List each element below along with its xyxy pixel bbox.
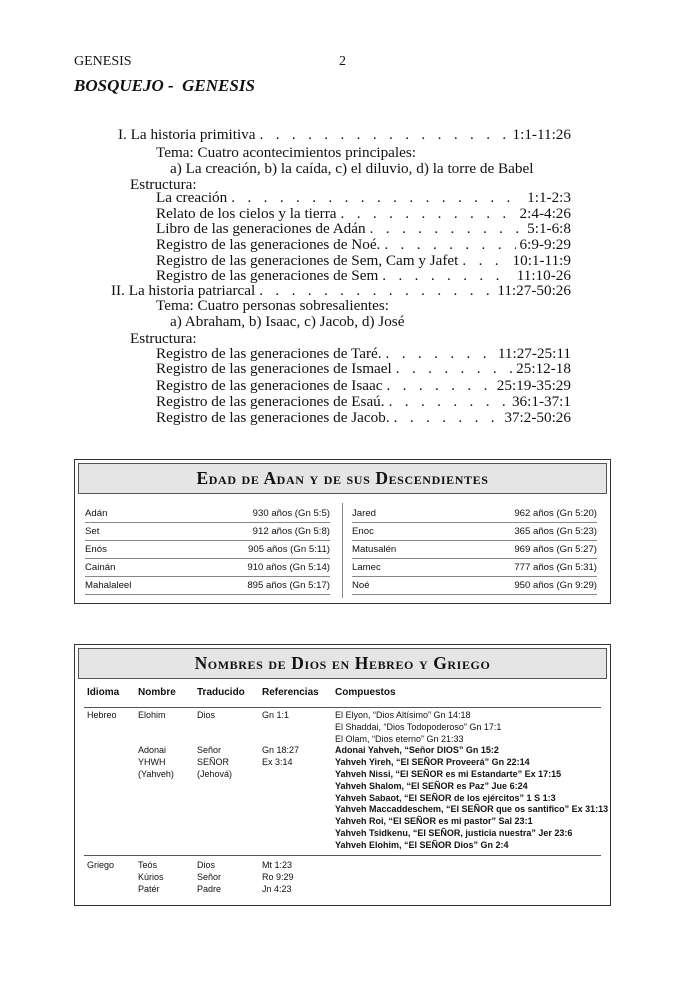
age-name: Enoc: [352, 526, 374, 537]
dot-leader: [384, 236, 515, 253]
dot-leader: [231, 189, 523, 206]
running-header-book: GENESIS: [74, 54, 132, 69]
age-value: 969 años (Gn 5:27): [514, 544, 597, 555]
outline-entry-label: Registro de las generaciones de Esaú.: [156, 393, 385, 410]
outline-entry-label: Registro de las generaciones de Ismael: [156, 360, 392, 377]
names-nombre: Kúrios: [138, 871, 164, 882]
outline-entry-reference: 1:1-11:26: [512, 126, 571, 143]
age-value: 895 años (Gn 5:17): [247, 580, 330, 591]
outline-text: Estructura:: [130, 330, 197, 347]
names-referencias: Jn 4:23: [262, 883, 292, 894]
names-compuesto: Yahveh Yireh, “El SEÑOR Proveerá” Gn 22:14: [335, 757, 530, 768]
age-name: Cainán: [85, 562, 116, 573]
outline-entry-label: Registro de las generaciones de Isaac: [156, 377, 383, 394]
names-traducido: SEÑOR: [197, 757, 230, 768]
outline-entry-reference: 11:27-25:11: [497, 345, 571, 362]
names-box-title: Nombres de Dios en Hebreo y Griego: [78, 648, 607, 679]
names-compuesto: Yahveh Tsidkenu, “El SEÑOR, justicia nuestra” Jer 23:6: [335, 828, 573, 838]
page-title: BOSQUEJO - GENESIS: [74, 76, 255, 95]
names-nombre: (Yahveh): [138, 769, 174, 779]
names-traducido: Señor: [197, 745, 222, 756]
outline-entry-label: Registro de las generaciones de Jacob.: [156, 409, 390, 426]
names-traducido: Padre: [197, 883, 222, 894]
age-row: [352, 522, 597, 541]
age-value: 950 años (Gn 9:29): [514, 580, 597, 591]
age-row: [85, 504, 330, 523]
dot-leader: [386, 377, 492, 394]
outline-entry-label: Relato de los cielos y la tierra: [156, 205, 337, 222]
names-idioma: Hebreo: [87, 710, 117, 720]
age-name: Set: [85, 526, 100, 537]
outline-entry-reference: 37:2-50:26: [504, 409, 571, 426]
outline-entry-reference: 5:1-6:8: [527, 220, 571, 237]
dot-leader: [394, 409, 501, 426]
age-name: Jared: [352, 508, 376, 519]
dot-leader: [370, 220, 524, 237]
age-row: [85, 558, 330, 577]
age-name: Noé: [352, 580, 370, 591]
names-section-rule: [84, 855, 601, 856]
names-compuesto: Adonai Yahveh, “Señor DIOS” Gn 15:2: [335, 745, 499, 756]
age-row: [352, 540, 597, 559]
outline-entry-label: Registro de las generaciones de Sem: [156, 267, 379, 284]
names-compuesto: El Olam, “Dios eterno” Gn 21:33: [335, 733, 464, 744]
outline-entry-reference: 11:10-26: [516, 267, 571, 284]
outline-entry: [156, 220, 571, 237]
names-referencias: Mt 1:23: [262, 860, 293, 870]
outline-entry: [156, 377, 571, 394]
names-nombre: Patér: [138, 883, 160, 894]
outline-text: a) Abraham, b) Isaac, c) Jacob, d) José: [170, 313, 405, 330]
ages-divider: [342, 503, 343, 598]
age-row: [85, 576, 330, 595]
outline-entry: [156, 236, 571, 253]
age-row: [352, 576, 597, 595]
outline-entry-label: Registro de las generaciones de Sem, Cam y Jafet: [156, 252, 459, 269]
names-nombre: Teós: [138, 860, 158, 870]
age-value: 962 años (Gn 5:20): [514, 508, 597, 519]
names-nombre: Adonai: [138, 745, 167, 756]
outline-entry-label: Libro de las generaciones de Adán: [156, 220, 366, 237]
ages-box-title: Edad de Adan y de sus Descendientes: [78, 463, 607, 494]
outline-entry-label: La creación: [156, 189, 228, 206]
names-nombre: Elohim: [138, 710, 166, 720]
age-value: 905 años (Gn 5:11): [248, 544, 330, 555]
outline-entry: [156, 393, 571, 410]
names-referencias: Ro 9:29: [262, 871, 294, 882]
names-traducido: Señor: [197, 871, 222, 882]
names-compuesto: Yahveh Sabaot, “El SEÑOR de los ejércitos” 1 S 1:3: [335, 792, 556, 803]
names-column-header: Compuestos: [335, 687, 396, 698]
names-compuesto: Yahveh Nissi, “El SEÑOR es mi Estandarte” Ex 17:15: [335, 769, 562, 779]
age-value: 777 años (Gn 5:31): [514, 562, 597, 573]
names-traducido: (Jehová): [197, 769, 233, 779]
names-traducido: Dios: [197, 860, 216, 870]
outline-entry-reference: 25:19-35:29: [496, 377, 571, 394]
outline-entry-label: Registro de las generaciones de Taré.: [156, 345, 382, 362]
outline-text: a) La creación, b) la caída, c) el diluvio, d) la torre de Babel: [170, 160, 534, 177]
age-value: 912 años (Gn 5:8): [252, 526, 330, 537]
outline-entry: [118, 126, 571, 143]
names-column-header: Idioma: [87, 687, 120, 698]
outline-text: Tema: Cuatro personas sobresalientes:: [156, 297, 390, 314]
outline-entry-reference: 2:4-4:26: [519, 205, 571, 222]
names-column-header: Traducido: [197, 687, 245, 698]
age-name: Enós: [85, 544, 107, 555]
outline-entry-reference: 1:1-2:3: [527, 189, 571, 206]
names-compuesto: Yahveh Roi, “El SEÑOR es mi pastor” Sal 23:1: [335, 816, 533, 827]
outline-entry-label: Registro de las generaciones de Noé.: [156, 236, 381, 253]
outline-text: Tema: Cuatro acontecimientos principales:: [156, 144, 416, 161]
outline-entry: [156, 409, 571, 426]
age-row: [352, 558, 597, 577]
outline-entry-reference: 25:12-18: [516, 360, 571, 377]
outline-text: Estructura:: [130, 176, 197, 193]
names-referencias: Gn 18:27: [262, 745, 300, 756]
names-compuesto: Yahveh Shalom, “El SEÑOR es Paz” Jue 6:24: [335, 780, 528, 791]
outline-entry-reference: 11:27-50:26: [497, 282, 571, 299]
names-referencias: Ex 3:14: [262, 757, 293, 768]
names-traducido: Dios: [197, 710, 216, 720]
outline-entry-label: II. La historia patriarcal: [111, 282, 256, 299]
age-name: Adán: [85, 508, 108, 519]
age-name: Matusalén: [352, 544, 397, 555]
names-compuesto: El Shaddai, “Dios Todopoderoso” Gn 17:1: [335, 721, 502, 732]
age-value: 910 años (Gn 5:14): [247, 562, 330, 573]
names-idioma: Griego: [87, 860, 115, 870]
outline-entry-reference: 10:1-11:9: [512, 252, 571, 269]
names-compuesto: Yahveh Elohim, “El SEÑOR Dios” Gn 2:4: [335, 839, 509, 850]
names-referencias: Gn 1:1: [262, 710, 290, 720]
names-column-header: Referencias: [262, 687, 319, 698]
outline-entry: [156, 189, 571, 206]
age-row: [85, 522, 330, 541]
age-name: Lamec: [352, 562, 381, 573]
names-compuesto: El Elyon, “Dios Altísimo” Gn 14:18: [335, 710, 471, 720]
names-compuesto: Yahveh Maccaddeschem, “El SEÑOR que os santifico” Ex 31:13: [335, 804, 609, 815]
age-value: 930 años (Gn 5:5): [252, 508, 330, 519]
age-value: 365 años (Gn 5:23): [514, 526, 597, 537]
outline-entry-reference: 6:9-9:29: [519, 236, 571, 253]
age-name: Mahalaleel: [85, 580, 132, 591]
names-column-header: Nombre: [138, 687, 176, 698]
age-row: [352, 504, 597, 523]
dot-leader: [260, 126, 509, 143]
dot-leader: [396, 360, 512, 377]
age-row: [85, 540, 330, 559]
names-header-rule: [84, 707, 601, 708]
outline-entry: [156, 360, 571, 377]
dot-leader: [389, 393, 508, 410]
outline-entry-label: I. La historia primitiva: [118, 126, 256, 143]
names-nombre: YHWH: [138, 757, 166, 768]
page-number: 2: [339, 54, 346, 69]
outline-entry-reference: 36:1-37:1: [511, 393, 571, 410]
